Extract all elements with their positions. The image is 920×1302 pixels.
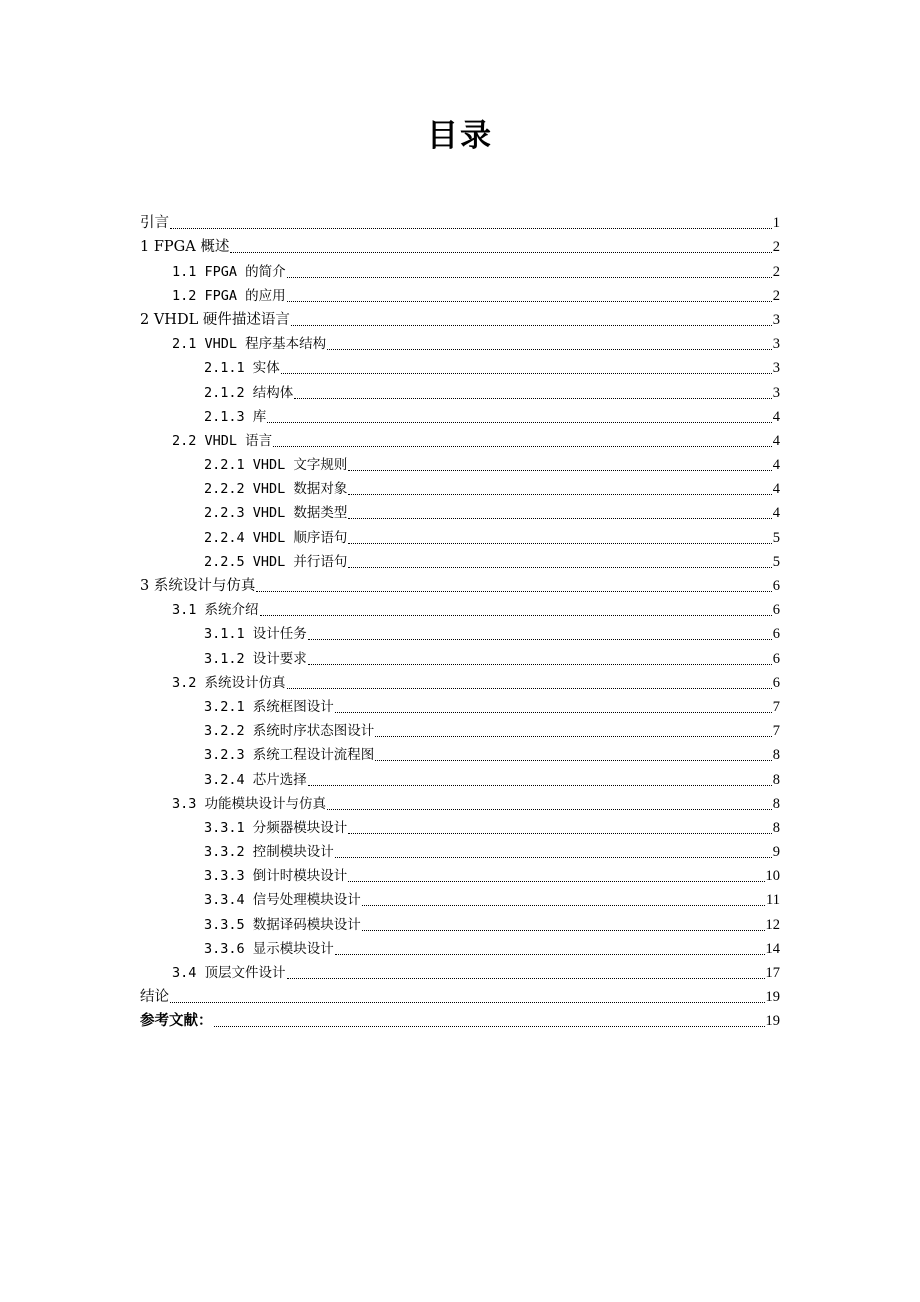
dot-leader	[287, 300, 772, 302]
dot-leader	[335, 711, 772, 713]
toc-entry[interactable]	[140, 765, 780, 789]
dot-leader	[348, 832, 771, 834]
toc-entry-title: 2.1 VHDL 程序基本结构	[172, 336, 327, 353]
toc-entry-title: 3.2.1 系统框图设计	[204, 698, 334, 715]
table-of-contents	[140, 209, 780, 1031]
dot-leader	[287, 977, 765, 979]
toc-entry-title: 3.2 系统设计仿真	[172, 674, 286, 691]
toc-entry[interactable]	[140, 838, 780, 862]
toc-page-number: 8	[772, 795, 780, 812]
toc-entry-title: 引言	[140, 215, 169, 232]
toc-page-number: 8	[772, 771, 780, 788]
dot-leader	[281, 372, 772, 374]
toc-page-number: 3	[772, 311, 780, 328]
toc-page-number: 10	[765, 868, 780, 885]
toc-entry[interactable]	[140, 282, 780, 306]
toc-page-number: 7	[772, 698, 780, 715]
toc-page-number: 3	[772, 384, 780, 401]
dot-leader	[308, 663, 772, 665]
dot-leader	[214, 1025, 765, 1027]
toc-entry[interactable]	[140, 693, 780, 717]
toc-entry-title: 2.2.3 VHDL 数据类型	[204, 505, 348, 522]
dot-leader	[170, 227, 772, 229]
toc-entry-title: 3.4 顶层文件设计	[172, 965, 286, 981]
toc-entry-title: 3.1.2 设计要求	[204, 650, 307, 667]
toc-entry[interactable]	[140, 790, 780, 814]
toc-entry-title: 3.3.6 显示模块设计	[204, 940, 334, 957]
toc-page-number: 19	[765, 1013, 780, 1030]
dot-leader	[362, 929, 765, 931]
toc-entry[interactable]	[140, 620, 780, 644]
dot-leader	[348, 566, 771, 568]
dot-leader	[308, 638, 772, 640]
toc-entry[interactable]	[140, 572, 780, 596]
dot-leader	[335, 856, 772, 858]
dot-leader	[294, 397, 771, 399]
toc-entry-title: 3 系统设计与仿真	[140, 578, 256, 594]
toc-entry[interactable]	[140, 451, 780, 475]
toc-page-number: 2	[772, 263, 780, 280]
toc-page-number: 4	[772, 408, 780, 425]
toc-entry-title: 3.3.4 信号处理模块设计	[204, 892, 361, 909]
toc-page-number: 6	[772, 602, 780, 619]
toc-page-number: 6	[772, 626, 780, 643]
toc-page-number: 8	[772, 819, 780, 836]
dot-leader	[375, 735, 771, 737]
toc-page-number: 6	[772, 674, 780, 691]
toc-entry[interactable]	[140, 741, 780, 765]
dot-leader	[348, 493, 771, 495]
toc-entry-title: 3.2.3 系统工程设计流程图	[204, 747, 375, 764]
toc-entry[interactable]	[140, 596, 780, 620]
toc-entry[interactable]	[140, 935, 780, 959]
dot-leader	[348, 880, 764, 882]
toc-entry[interactable]	[140, 814, 780, 838]
dot-leader	[348, 542, 771, 544]
toc-entry[interactable]	[140, 669, 780, 693]
dot-leader	[375, 759, 771, 761]
toc-page-number: 6	[772, 578, 780, 594]
dot-leader	[230, 251, 771, 253]
dot-leader	[170, 1001, 765, 1003]
toc-entry-title: 2.2.4 VHDL 顺序语句	[204, 529, 348, 546]
toc-entry[interactable]	[140, 233, 780, 257]
toc-entry[interactable]	[140, 886, 780, 910]
toc-entry-title: 3.3.3 倒计时模块设计	[204, 868, 348, 885]
dot-leader	[260, 614, 772, 616]
toc-page-number: 19	[765, 989, 780, 1006]
dot-leader	[362, 904, 765, 906]
toc-page-number: 2	[772, 239, 780, 256]
toc-page-number: 5	[772, 553, 780, 570]
toc-entry[interactable]	[140, 330, 780, 354]
toc-entry-title: 3.2.4 芯片选择	[204, 771, 307, 788]
dot-leader	[291, 324, 772, 326]
toc-entry-title: 2.1.1 实体	[204, 360, 280, 377]
toc-entry[interactable]	[140, 910, 780, 934]
dot-leader	[273, 445, 772, 447]
toc-entry[interactable]	[140, 378, 780, 402]
toc-entry-title: 1.2 FPGA 的应用	[172, 287, 286, 304]
toc-entry[interactable]	[140, 959, 780, 983]
toc-page-number: 3	[772, 360, 780, 377]
toc-page-number: 14	[765, 940, 780, 957]
toc-page-number: 9	[772, 844, 780, 861]
dot-leader	[327, 348, 772, 350]
toc-entry[interactable]	[140, 983, 780, 1007]
dot-leader	[348, 517, 771, 519]
toc-page-number: 4	[772, 432, 780, 449]
toc-entry-title: 2.1.2 结构体	[204, 384, 294, 401]
toc-entry[interactable]	[140, 644, 780, 668]
toc-entry-title: 3.3.5 数据译码模块设计	[204, 916, 361, 933]
toc-page-number: 17	[765, 965, 780, 981]
toc-entry[interactable]	[140, 209, 780, 233]
toc-entry-title: 3.1 系统介绍	[172, 602, 259, 619]
toc-entry-title: 2.2.2 VHDL 数据对象	[204, 481, 348, 498]
toc-entry-title: 3.3 功能模块设计与仿真	[172, 795, 327, 812]
toc-page-number: 5	[772, 529, 780, 546]
toc-entry-title: 2 VHDL 硬件描述语言	[140, 311, 290, 328]
toc-page-number: 4	[772, 457, 780, 474]
dot-leader	[287, 276, 772, 278]
toc-entry[interactable]	[140, 1007, 780, 1031]
toc-entry[interactable]	[140, 499, 780, 523]
dot-leader	[308, 784, 772, 786]
dot-leader	[348, 469, 771, 471]
toc-entry-title: 1.1 FPGA 的简介	[172, 263, 286, 280]
dot-leader	[327, 808, 772, 810]
toc-entry[interactable]	[140, 717, 780, 741]
toc-page-number: 7	[772, 723, 780, 740]
toc-page-number: 6	[772, 650, 780, 667]
toc-page-number: 4	[772, 505, 780, 522]
toc-page-number: 8	[772, 747, 780, 764]
toc-entry-title: 参考文献：	[140, 1012, 213, 1030]
toc-entry[interactable]	[140, 548, 780, 572]
toc-page-number: 11	[766, 892, 780, 909]
dot-leader	[335, 953, 765, 955]
toc-entry[interactable]	[140, 427, 780, 451]
toc-entry[interactable]	[140, 403, 780, 427]
toc-entry[interactable]	[140, 862, 780, 886]
dot-leader	[287, 687, 772, 689]
toc-entry-title: 3.3.2 控制模块设计	[204, 844, 334, 861]
toc-page-number: 2	[772, 287, 780, 304]
toc-entry-title: 结论	[140, 989, 169, 1006]
toc-entry-title: 2.2 VHDL 语言	[172, 432, 273, 449]
dot-leader	[267, 421, 771, 423]
toc-entry-title: 3.2.2 系统时序状态图设计	[204, 723, 375, 740]
toc-entry-title: 2.2.5 VHDL 并行语句	[204, 553, 348, 570]
toc-entry-title: 3.3.1 分频器模块设计	[204, 819, 348, 836]
toc-page-number: 1	[772, 215, 780, 232]
toc-entry-title: 1 FPGA 概述	[140, 239, 230, 256]
toc-page-number: 4	[772, 481, 780, 498]
toc-page-number: 3	[772, 336, 780, 353]
toc-entry[interactable]	[140, 257, 780, 281]
toc-entry-title: 2.1.3 库	[204, 408, 267, 425]
dot-leader	[256, 590, 771, 592]
toc-entry-title: 2.2.1 VHDL 文字规则	[204, 457, 348, 474]
toc-entry[interactable]	[140, 475, 780, 499]
toc-entry[interactable]	[140, 306, 780, 330]
toc-entry[interactable]	[140, 354, 780, 378]
toc-entry[interactable]	[140, 523, 780, 547]
toc-page-number: 12	[765, 916, 780, 933]
page-title: 目录	[427, 118, 493, 154]
toc-entry-title: 3.1.1 设计任务	[204, 626, 307, 643]
